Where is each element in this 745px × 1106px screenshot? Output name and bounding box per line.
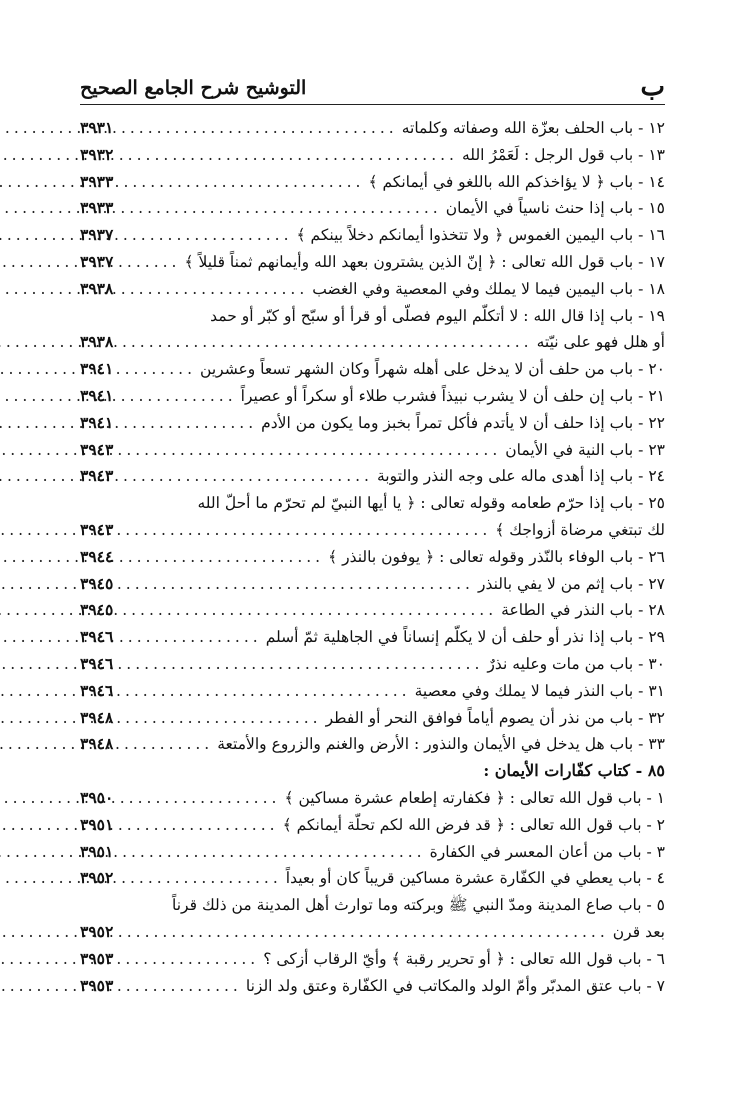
dot-leader	[136, 597, 501, 624]
toc-page-number: ٣٩٤٥	[80, 573, 114, 593]
toc-page-number: ٣٩٤٨	[80, 707, 114, 727]
toc-page-number: ٣٩٣٣	[80, 171, 114, 191]
toc-entry	[80, 651, 665, 678]
toc-entry	[80, 571, 665, 598]
dot-leader	[136, 919, 613, 946]
table-of-contents	[80, 115, 665, 999]
toc-entry-title: ١٧ - باب قول الله تعالى : ﴿ إنّ الذين يشترون بعهد الله وأيمانهم ثمناً قليلاً ﴾	[184, 252, 665, 271]
toc-entry-title: ٢٨ - باب النذر في الطاعة	[501, 601, 665, 620]
toc-entry-continuation	[80, 919, 665, 946]
dot-leader	[136, 544, 328, 571]
toc-entry	[80, 115, 665, 142]
dot-leader	[136, 517, 495, 544]
toc-entry-title: ٤ - باب يعطي في الكفّارة عشرة مساكين قريباً كان أو بعيداً	[285, 869, 665, 888]
toc-page-number: ٣٩٤٨	[80, 734, 114, 754]
toc-entry-title: ٢٤ - باب إذا أهدى ماله على وجه النذر والتوبة	[376, 467, 665, 486]
toc-entry	[80, 731, 665, 758]
toc-page-number: ٣٩٤٣	[80, 466, 114, 486]
dot-leader	[136, 678, 415, 705]
dot-leader	[136, 571, 478, 598]
toc-page-number: ٣٩٥٢	[80, 868, 114, 888]
toc-entry	[80, 865, 665, 892]
dot-leader	[136, 142, 462, 169]
toc-entry	[80, 705, 665, 732]
toc-page-number: ٣٩٤٦	[80, 653, 114, 673]
toc-entry-title: ٣٠ - باب من مات وعليه نذرٌ	[487, 654, 665, 673]
toc-page-number: ٣٩٣٣	[80, 198, 114, 218]
toc-entry-title-continued: أو هلل فهو على نيّته	[536, 333, 665, 352]
toc-entry-title: ٢٣ - باب النية في الأيمان	[505, 440, 665, 459]
toc-page-number: ٣٩٥١	[80, 814, 114, 834]
toc-page-number: ٣٩٤١	[80, 359, 114, 379]
toc-entry-title: ١٨ - باب اليمين فيما لا يملك وفي المعصية وفي الغضب	[312, 279, 665, 298]
toc-entry	[80, 249, 665, 276]
dot-leader	[136, 705, 326, 732]
toc-entry-title: ٢٢ - باب إذا حلف أن لا يأتدم فأكل تمراً بخبز وما يكون من الأدم	[261, 413, 665, 432]
dot-leader	[136, 463, 377, 490]
toc-entry	[80, 356, 665, 383]
toc-entry	[80, 383, 665, 410]
toc-entry	[80, 169, 665, 196]
dot-leader	[136, 169, 368, 196]
toc-entry-title: ٢ - باب قول الله تعالى : ﴿ قد فرض الله لكم تحلّة أيمانكم ﴾	[282, 815, 665, 834]
page-header	[80, 68, 665, 105]
toc-entry	[80, 142, 665, 169]
toc-entry-title: ١ - باب قول الله تعالى : ﴿ فكفارته إطعام عشرة مساكين ﴾	[284, 788, 665, 807]
toc-page-number: ٣٩٥٠	[80, 787, 114, 807]
toc-entry	[80, 785, 665, 812]
toc-page-number: ٣٩٤٤	[80, 546, 114, 566]
toc-entry-title: ٢٧ - باب إثم من لا يفي بالنذر	[477, 574, 665, 593]
toc-entry	[80, 678, 665, 705]
toc-entry-title: ٢٠ - باب من حلف أن لا يدخل على أهله شهراً وكان الشهر تسعاً وعشرين	[200, 360, 665, 379]
toc-page-number: ٣٩٤١	[80, 385, 114, 405]
toc-entry-title: ٧ - باب عتق المدبّر وأمّ الولد والمكاتب في الكفّارة وعتق ولد الزنا	[245, 976, 665, 995]
dot-leader	[136, 437, 505, 464]
toc-page-number: ٣٩٥١	[80, 841, 114, 861]
toc-entry-continuation	[80, 329, 665, 356]
toc-entry-title: ١٦ - باب اليمين الغموس ﴿ ولا تتخذوا أيمانكم دخلاً بينكم ﴾	[296, 226, 665, 245]
toc-page-number: ٣٩٣٧	[80, 251, 114, 271]
toc-entry-title: ٢١ - باب إن حلف أن لا يشرب نبيذاً فشرب طلاء أو سكراً أو عصيراً	[240, 386, 665, 405]
toc-entry-title: ١٢ - باب الحلف بعزّة الله وصفاته وكلماته	[401, 119, 665, 137]
toc-page-number: ٣٩٤٥	[80, 600, 114, 620]
toc-entry	[80, 463, 665, 490]
toc-entry	[80, 597, 665, 624]
toc-entry-title: ٣٢ - باب من نذر أن يصوم أياماً فوافق النحر أو الفطر	[325, 708, 665, 727]
toc-entry	[80, 946, 665, 973]
toc-entry	[80, 624, 665, 651]
dot-leader	[136, 249, 185, 276]
dot-leader	[136, 946, 263, 973]
toc-entry	[80, 195, 665, 222]
toc-entry-title: ٣٣ - باب هل يدخل في الأيمان والنذور : الأرض والغنم والزروع والأمتعة	[217, 735, 665, 754]
toc-page-number: ٣٩٥٣	[80, 948, 114, 968]
toc-entry-title: ٦ - باب قول الله تعالى : ﴿ أو تحرير رقبة ﴾ وأيّ الرقاب أزكى ؟	[263, 949, 665, 968]
toc-entry-title: ٣ - باب من أعان المعسر في الكفارة	[429, 842, 665, 861]
toc-page-number: ٣٩٣٢	[80, 144, 114, 164]
dot-leader	[136, 651, 487, 678]
toc-entry-title-continued: بعد قرن	[612, 922, 665, 941]
dot-leader	[136, 839, 430, 866]
toc-page-number: ٣٩٤٦	[80, 680, 114, 700]
toc-entry-title: ١٤ - باب ﴿ لا يؤاخذكم الله باللغو في أيمانكم ﴾	[368, 172, 665, 191]
dot-leader	[136, 356, 200, 383]
toc-page-number: ٣٩٣٧	[80, 225, 114, 245]
toc-page-number: ٣٩٤٣	[80, 519, 114, 539]
toc-entry	[80, 812, 665, 839]
toc-entry-title: ١٩ - باب إذا قال الله : لا أتكلّم اليوم فصلّى أو قرأ أو سبّح أو كبّر أو حمد	[210, 306, 665, 325]
toc-entry-title: ١٣ - باب قول الرجل : لَعَمْرُ الله	[462, 145, 665, 164]
toc-page-number: ٣٩٤٦	[80, 627, 114, 647]
toc-entry	[80, 410, 665, 437]
toc-entry-continuation	[80, 517, 665, 544]
toc-entry-title: ١٥ - باب إذا حنث ناسياً في الأيمان	[445, 199, 665, 218]
dot-leader	[136, 624, 266, 651]
toc-entry	[80, 839, 665, 866]
toc-entry	[80, 222, 665, 249]
dot-leader	[136, 222, 297, 249]
toc-entry	[80, 490, 665, 517]
toc-entry-title: ٢٦ - باب الوفاء بالنّذر وقوله تعالى : ﴿ يوفون بالنذر ﴾	[328, 547, 665, 566]
book-title: التوشيح شرح الجامع الصحيح	[80, 77, 307, 99]
dot-leader	[136, 276, 312, 303]
toc-entry	[80, 544, 665, 571]
toc-page-number: ٣٩٤١	[80, 412, 114, 432]
toc-entry-title: ٣١ - باب النذر فيما لا يملك وفي معصية	[414, 681, 665, 700]
toc-entry	[80, 973, 665, 1000]
dot-leader	[136, 731, 217, 758]
toc-page-number: ٣٩٣١	[80, 118, 114, 137]
dot-leader	[136, 410, 261, 437]
dot-leader	[136, 383, 241, 410]
toc-entry	[80, 303, 665, 330]
toc-entry	[80, 437, 665, 464]
section-heading	[80, 758, 665, 785]
toc-entry	[80, 892, 665, 919]
toc-entry-title: ٢٩ - باب إذا نذر أو حلف أن لا يكلّم إنساناً في الجاهلية ثمّ أسلم	[265, 628, 665, 647]
dot-leader	[136, 865, 286, 892]
toc-page-number: ٣٩٥٣	[80, 975, 114, 995]
dot-leader	[136, 115, 402, 142]
toc-entry-title-continued: لك تبتغي مرضاة أزواجك ﴾	[495, 520, 665, 539]
toc-entry-title: ٥ - باب صاع المدينة ومدّ النبي ﷺ وبركته وما توارث أهل المدينة من ذلك قرناً	[172, 896, 665, 915]
page-letter: ب	[640, 72, 665, 102]
toc-page-number: ٣٩٣٨	[80, 278, 114, 298]
dot-leader	[136, 973, 246, 1000]
dot-leader	[136, 329, 537, 356]
toc-entry-title: ٢٥ - باب إذا حرّم طعامه وقوله تعالى : ﴿ يا أيها النبيّ لم تحرّم ما أحلّ الله	[197, 494, 665, 513]
section-title: ٨٥ - كتاب كفّارات الأيمان :	[483, 761, 665, 781]
toc-page-number: ٣٩٣٨	[80, 332, 114, 352]
toc-page-number: ٣٩٥٢	[80, 921, 114, 941]
dot-leader	[136, 195, 446, 222]
toc-page-number: ٣٩٤٣	[80, 439, 114, 459]
dot-leader	[136, 785, 284, 812]
dot-leader	[136, 812, 283, 839]
toc-entry	[80, 276, 665, 303]
